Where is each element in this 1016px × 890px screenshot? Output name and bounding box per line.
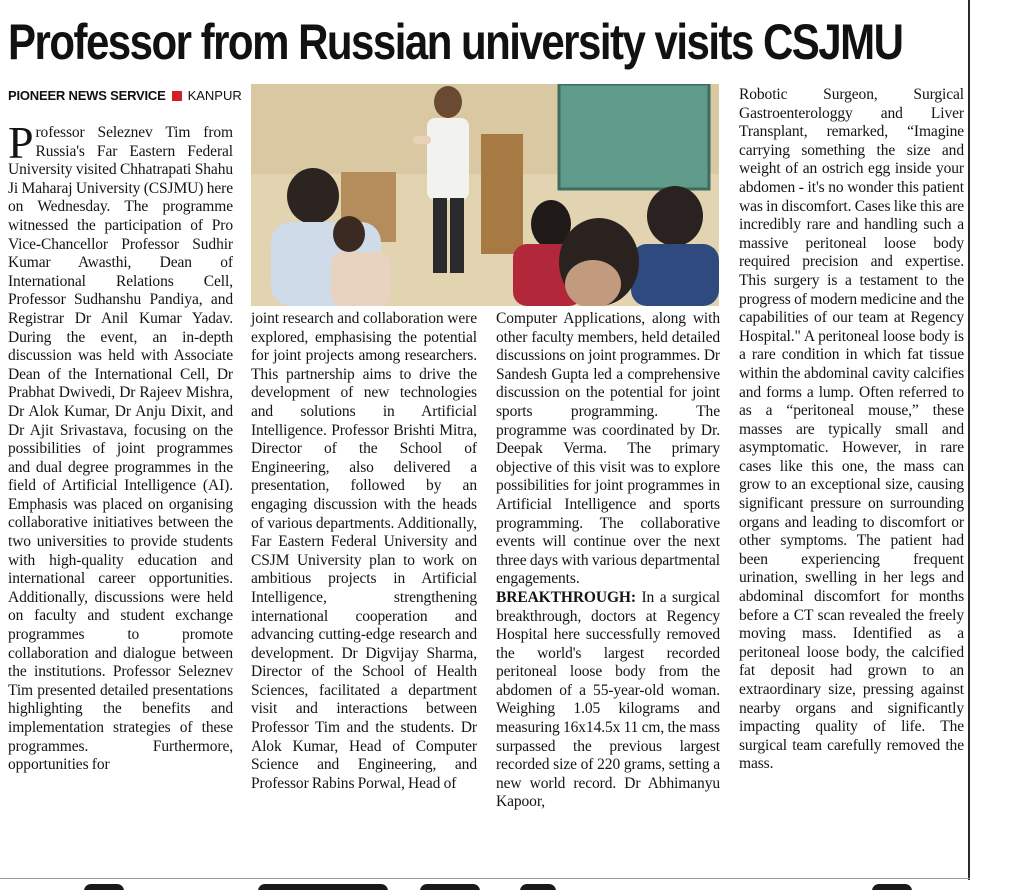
column-3-text: Computer Applications, along with other faculty members, held detailed discussions on joint programmes. Dr Sandesh Gupta led a comprehensive discussion on the potential for joint sports programming. The programme was coordinated by Dr. Deepak Verma. The primary objective of this visit was to explore possibilities for joint programmes in Artificial Intelligence and sports programming. The collaborative events will continue over the next three days with various departmental engagements. [496, 310, 720, 588]
byline-marker-icon [172, 91, 182, 101]
article-column-2 [251, 310, 477, 793]
lecture-photo-illustration [251, 84, 719, 306]
breakthrough-subhead: BREAKTHROUGH: [496, 588, 636, 606]
article-column-1 [8, 117, 233, 775]
article-column-4 [739, 86, 964, 774]
article-column-3 [496, 310, 720, 812]
column-3-breakthrough [496, 589, 720, 812]
column-rule [968, 0, 970, 880]
dropcap: P [8, 117, 34, 168]
bottom-rule [0, 878, 970, 879]
column-2-text: joint research and collaboration were explored, emphasising the potential for joint projects among researchers. This partnership aims to drive the development of new technologies and solutions in Artificial Intelligence. Professor Brishti Mitra, Director of the School of Engineering, also delivered a presentation, followed by an engaging discussion with the heads of various departments. Additionally, Far Eastern Federal University and CSJM University plan to work on ambitious projects in Artificial Intelligence, strengthening international cooperation and advancing cutting-edge research and development. Dr Digvijay Sharma, Director of the School of Health Sciences, facilitated a department visit and interactions between Professor Tim and the students. Dr Alok Kumar, Head of Computer Science and Engineering, and Professor Rabins Porwal, Head of [251, 310, 477, 792]
column-4-text: Robotic Surgeon, Surgical Gastroenterologgy and Liver Transplant, remarked, “Imagine carrying something the size and weight of an ostrich egg inside your abdomen - it's no wonder this patient was in discomfort. Cases like this are incredibly rare and handling such a massive peritoneal loose body required precision and expertise. This surgery is a testament to the progress of modern medicine and the capabilities of our team at Regency Hospital." A peritoneal loose body is a rare condition in which fat tissue within the abdominal cavity calcifies and forms a lump. Often referred to as a “peritoneal mouse,” these masses are typically small and asymptomatic. However, in rare cases like this one, the mass can grow to an exceptional size, causing significant pressure on surrounding organs and leading to discomfort or other symptoms. The patient had been experiencing frequent urination, swelling in her legs and abdominal discomfort for months before a CT scan revealed the freely moving mass. Identified as a peritoneal loose body, the calcified fat deposit had grown to an extraordinary size, pressing against nearby organs and significantly impacting quality of life. The surgical team carefully removed the mass. [739, 86, 964, 773]
next-article-headline-fragment [0, 880, 1016, 890]
column-1-text: rofessor Seleznev Tim from Russia's Far Eastern Federal University visited Chhatrapati Shahu Ji Maharaj University (CSJMU) here on Wednesday. The programme witnessed the participation of Pro Vice-Chancellor Professor Sudhir Kumar Awasthi, Dean of International Relations Cell, Professor Sudhanshu Pandiya, and Registrar Dr Anil Kumar Yadav. During the event, an in-depth discussion was held with Associate Dean of the International Cell, Dr Prabhat Dwivedi, Dr Rajeev Mishra, Dr Alok Kumar, Dr Anju Dixit, and Dr Ajit Srivastava, focusing on the possibilities of joint programmes and dual degree programmes in the field of Artificial Intelligence (AI). Emphasis was placed on organising collaborative initiatives between the two universities to provide students with high-quality education and international career opportunities. Additionally, discussions were held on faculty and student exchange programmes to promote collaboration and dialogue between the institutions. Professor Seleznev Tim presented detailed presentations highlighting the benefits and implementation strategies of these programmes. Furthermore, opportunities for [8, 124, 233, 774]
lecture-photo [251, 84, 719, 306]
column-1-paragraph [8, 117, 233, 775]
byline-location: KANPUR [187, 88, 242, 103]
breakthrough-text: In a surgical breakthrough, doctors at Regency Hospital here successfully removed the world's largest recorded peritoneal loose body from the abdomen of a 55-year-old woman. Weighing 1.05 kilograms and measuring 16x14.5x 11 cm, the mass surpassed the previous largest recorded size of 220 grams, setting a new world record. Dr Abhimanyu Kapoor, [496, 588, 720, 811]
byline [8, 86, 242, 106]
headline: Professor from Russian university visits CSJMU [8, 14, 903, 70]
byline-service: PIONEER NEWS SERVICE [8, 88, 166, 103]
